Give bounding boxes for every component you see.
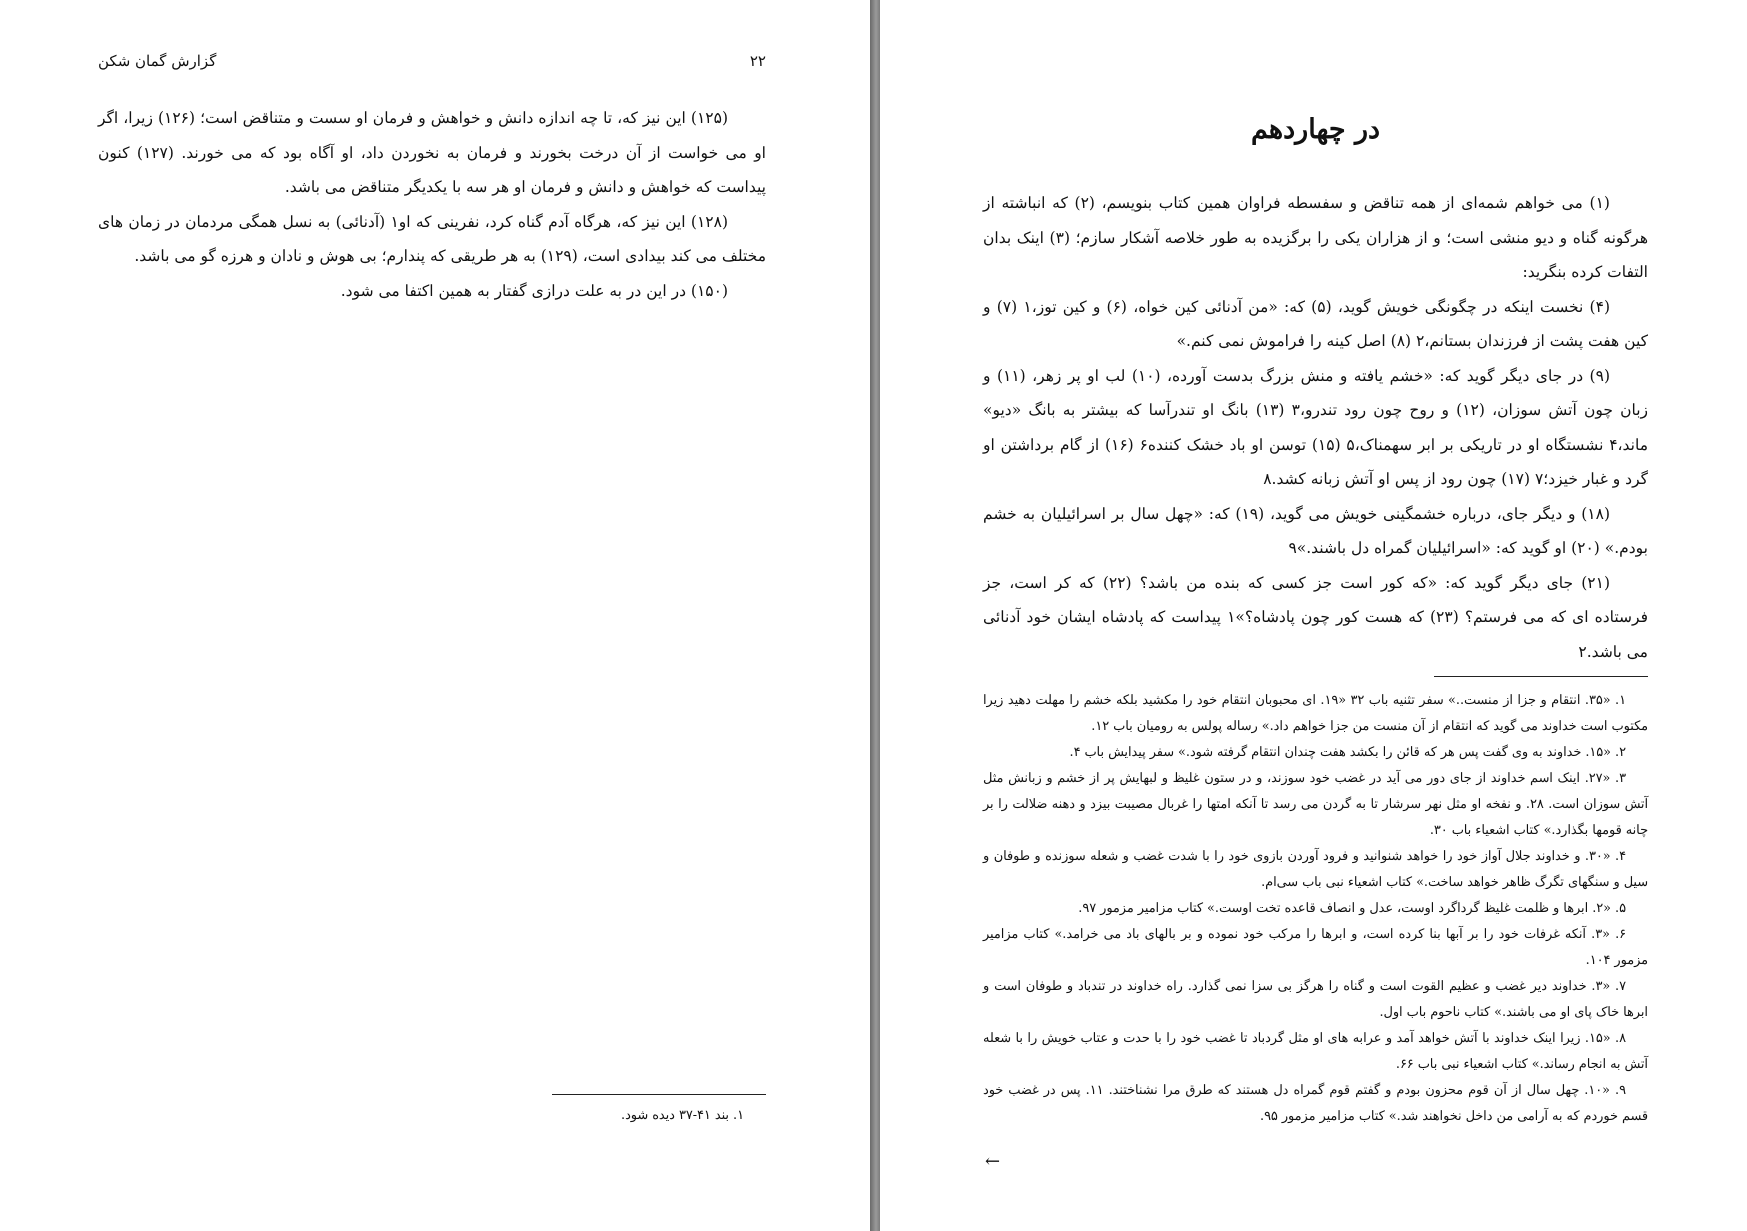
left-footnotes (552, 1103, 766, 1129)
paragraph: (۱۵۰) در این در به علت درازی گفتار به همین اکتفا می شود. (340, 281, 728, 300)
right-body-text (983, 186, 1648, 669)
footnote: ۵. «۲. ابرها و ظلمت غلیظ گرداگرد اوست، عدل و انصاف قاعده تخت اوست.» کتاب مزامیر مزمور ۹۷. (1078, 901, 1626, 916)
left-body-text (98, 101, 766, 308)
footnote: ۹. «۱۰. چهل سال از آن قوم محزون بودم و گفتم قوم گمراه دل هستند که طرق مرا نشناختند. ۱۱. پس در غضب خود قسم خوردم که به آرامی من داخل نخواهند شد.» کتاب مزامیر مزمور ۹۵. (983, 1083, 1648, 1124)
footnote: ۷. «۳. خداوند دیر غضب و عظیم القوت است و گناه را هرگز بی سزا نمی گذارد. راه خداوند در تندباد و طوفان است و ابرها خاک پای او می باشند.» کتاب ناحوم باب اول. (983, 979, 1648, 1020)
paragraph: (۱۸) و دیگر جای، درباره خشمگینی خویش می گوید، (۱۹) که: «چهل سال بر اسرائیلیان به خشم بودم.» (۲۰) او گوید که: «اسرائیلیان گمراه دل باشند.»۹ (983, 504, 1648, 557)
footnote: ۱. «۳۵. انتقام و جزا از منست..» سفر تثنیه باب ۳۲ «۱۹. ای محبوبان انتقام خود را مکشید بلکه خشم را مهلت دهید زیرا مکتوب است خداوند می گوید که انتقام از آن منست من جزا خواهم داد.» رساله پولس به رومیان باب ۱۲. (983, 693, 1648, 734)
paragraph: (۱) می خواهم شمه‌ای از همه تناقض و سفسطه فراوان همین کتاب بنویسم، (۲) که انباشته از هرگونه گناه و دیو منشی است؛ و از هزاران یکی را برگزیده به طور خلاصه آشکار سازم؛ (۳) اینک بدان التفات کرده بنگرید: (983, 194, 1648, 281)
footnote: ۸. «۱۵. زیرا اینک خداوند با آتش خواهد آمد و عرابه های او مثل گردباد تا غضب خود را با حدت و عتاب خویش را با شعله آتش به انجام رساند.» کتاب اشعیاء نبی باب ۶۶. (983, 1031, 1648, 1072)
footnote: ۶. «۳. آنکه غرفات خود را بر آبها بنا کرده است، و ابرها را مرکب خود نموده و بر بالهای باد می خرامد.» کتاب مزامیر مزمور ۱۰۴. (983, 927, 1648, 968)
footnote-divider (552, 1094, 766, 1095)
next-page-arrow-icon[interactable]: ← (985, 1151, 1001, 1172)
footnote: ۱. بند ۴۱-۳۷ دیده شود. (621, 1108, 744, 1123)
chapter-title: در چهاردهم (1250, 114, 1381, 145)
footnote: ۲. «۱۵. خداوند به وی گفت پس هر که قائن را بکشد هفت چندان انتقام گرفته شود.» سفر پیدایش باب ۴. (1069, 745, 1626, 760)
footnote-divider (1434, 676, 1648, 677)
right-footnotes (983, 688, 1648, 1130)
page-number: ۲۲ (749, 52, 766, 70)
paragraph: (۴) نخست اینکه در چگونگی خویش گوید، (۵) که: «من آدنائی کین خواه، (۶) و کین توز،۱ (۷) و کین هفت پشت از فرزندان بستانم،۲ (۸) اصل کینه را فراموش نمی کنم.» (983, 297, 1648, 350)
footnote: ۳. «۲۷. اینک اسم خداوند از جای دور می آید در غضب خود سوزند، و در ستون غلیظ و لبهایش پر از خشم و زبانش مثل آتش سوزان است. ۲۸. و نفخه او مثل نهر سرشار تا به گردن می رسد تا آنکه امتها را غربال مصیبت بیزد و دهنه ضلالت را بر چانه قومها بگذارد.» کتاب اشعیاء باب ۳۰. (983, 771, 1648, 838)
paragraph: (۱۲۵) این نیز که، تا چه اندازه دانش و خواهش و فرمان او سست و متناقض است؛ (۱۲۶) زیرا، اگر او می خواست از آن درخت بخورند و فرمان به نخوردن داد، او آگاه بود که می خورند. (۱۲۷) کنون پیداست که خواهش و دانش و فرمان او هر سه با یکدیگر متناقض می باشد. (98, 109, 766, 196)
paragraph: (۲۱) جای دیگر گوید که: «که کور است جز کسی که بنده من باشد؟ (۲۲) که کر است، جز فرستاده ای که می فرستم؟ (۲۳) که هست کور چون پادشاه؟»۱ پیداست که پادشاه ایشان خود آدنائی می باشد.۲ (983, 573, 1649, 661)
footnote: ۴. «۳۰. و خداوند جلال آواز خود را خواهد شنوانید و فرود آوردن بازوی خود را با شدت غضب و شعله سوزنده و طوفان و سیل و سنگهای تگرگ ظاهر خواهد ساخت.» کتاب اشعیاء نبی باب سی‌ام. (983, 849, 1648, 890)
running-header (98, 52, 766, 76)
paragraph: (۱۲۸) این نیز که، هرگاه آدم گناه کرد، نفرینی که او۱ (آدنائی) به نسل همگی مردمان در زمان های مختلف می کند بیدادی است، (۱۲۹) به هر طریقی که پندارم؛ بی هوش و نادان و هرزه گو می باشد. (98, 212, 766, 265)
book-gutter (870, 0, 880, 1231)
paragraph: (۹) در جای دیگر گوید که: «خشم یافته و منش بزرگ بدست آورده، (۱۰) لب او پر زهر، (۱۱) و زبان چون آتش سوزان، (۱۲) و روح چون رود تندرو،۳ (۱۳) بانگ او تندرآسا که بیشتر به بانگ «دیو» ماند،۴ نشستگاه او در تاریکی بر ابر سهمناک،۵ (۱۵) توسن او باد خشک کننده۶ (۱۶) از گام برداشتن او گرد و غبار خیزد؛۷ (۱۷) چون رود از پس او آتش زبانه کشد.۸ (983, 366, 1648, 488)
running-title: گزارش گمان شکن (98, 52, 217, 70)
